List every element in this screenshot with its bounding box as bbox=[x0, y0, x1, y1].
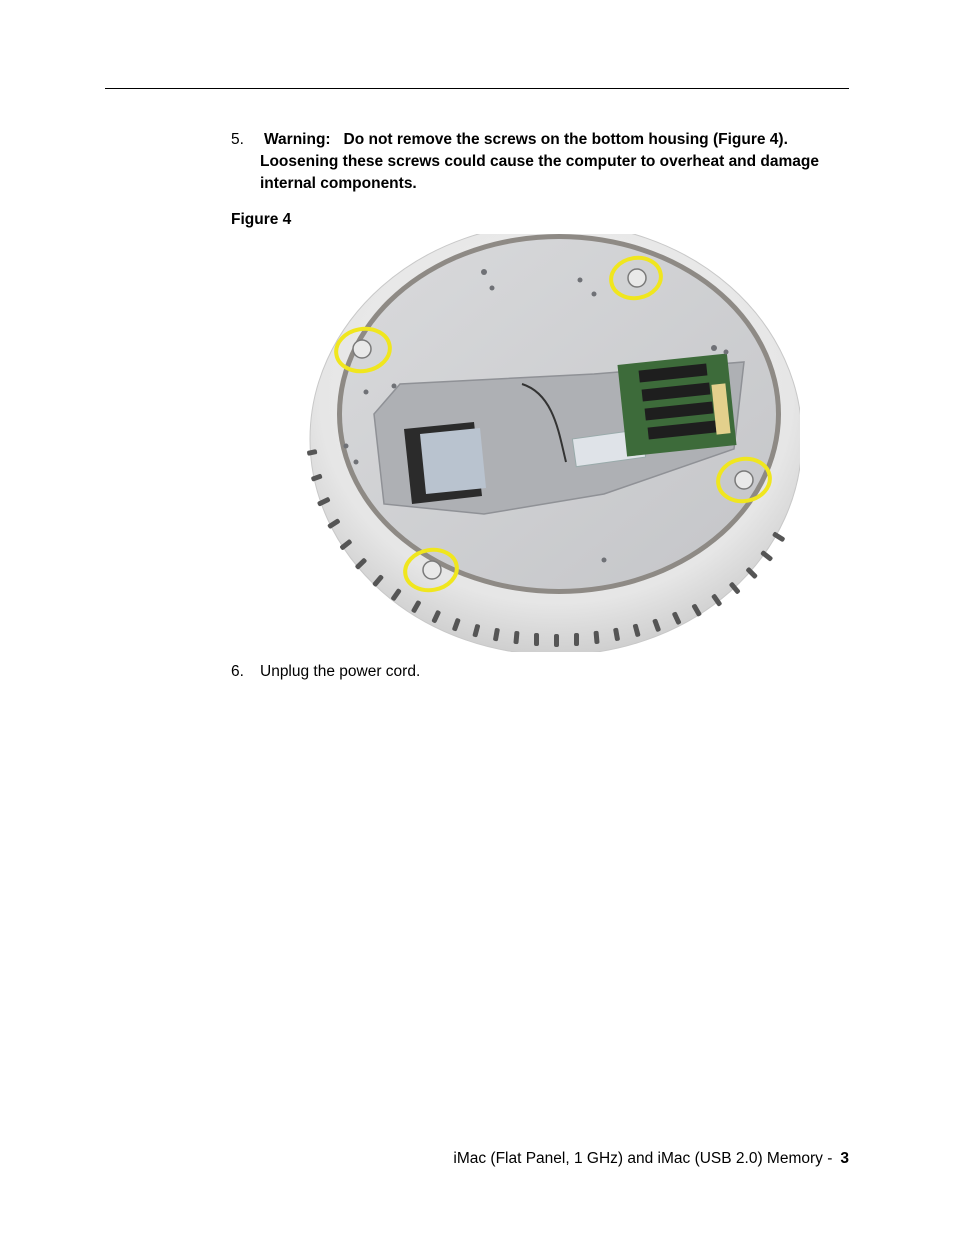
imac-bottom-housing-photo bbox=[304, 234, 800, 652]
footer-title: iMac (Flat Panel, 1 GHz) and iMac (USB 2.0) Memory - bbox=[453, 1150, 833, 1167]
warning-line-3: internal components. bbox=[260, 175, 417, 192]
page-number: 3 bbox=[840, 1150, 849, 1167]
memory-modules bbox=[617, 354, 736, 457]
warning-label: Warning: bbox=[264, 131, 331, 148]
step-number: 6. bbox=[231, 663, 244, 680]
step-6 bbox=[231, 661, 631, 685]
header-rule bbox=[105, 88, 849, 89]
drive-bracket bbox=[404, 422, 486, 504]
step-text: Unplug the power cord. bbox=[260, 663, 421, 680]
figure-caption: Figure 4 bbox=[231, 211, 292, 228]
step-5 bbox=[231, 129, 851, 199]
warning-line-2: Loosening these screws could cause the computer to overheat and damage bbox=[260, 153, 820, 170]
page-footer bbox=[453, 1150, 849, 1168]
step-number: 5. bbox=[231, 131, 244, 148]
warning-text bbox=[260, 129, 819, 195]
warning-line-1: Do not remove the screws on the bottom housing (Figure 4). bbox=[343, 131, 788, 148]
